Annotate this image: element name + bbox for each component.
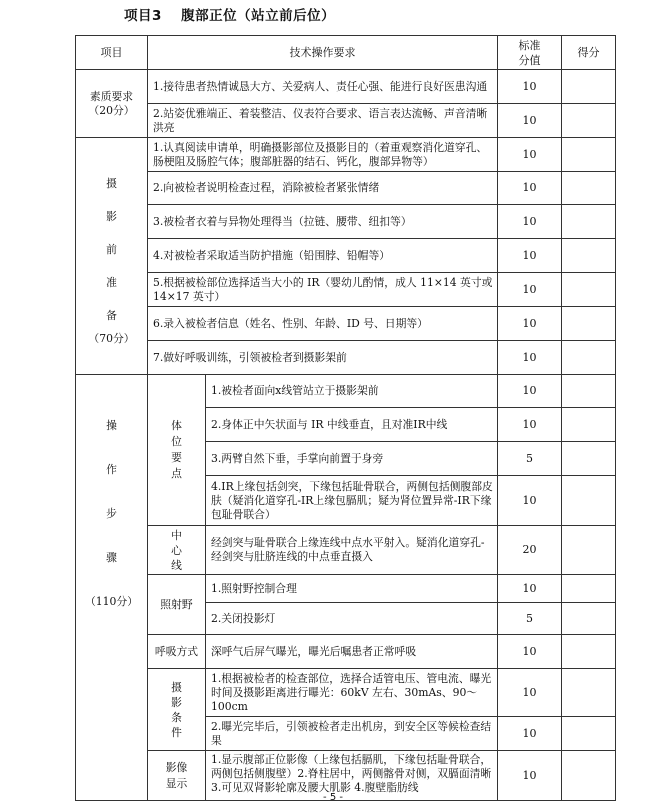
requirement-text: 深呼气后屏气曝光，曝光后嘱患者正常呼吸 bbox=[206, 635, 498, 669]
standard-score: 10 bbox=[498, 751, 562, 801]
table-row bbox=[76, 526, 616, 575]
requirement-text: 2.曝光完毕后，引领被检者走出机房，到安全区等候检查结果 bbox=[206, 717, 498, 751]
obtained-score-cell[interactable] bbox=[562, 375, 616, 408]
standard-score: 10 bbox=[498, 104, 562, 138]
requirement-text: 3.被检者衣着与异物处理得当（拉链、腰带、纽扣等） bbox=[148, 205, 498, 239]
standard-score: 5 bbox=[498, 442, 562, 476]
prep-section-label: 摄 影 前 准 备 （70分） bbox=[76, 138, 148, 375]
requirement-text: 4.对被检者采取适当防护措施（铅围脖、铅帽等） bbox=[148, 239, 498, 273]
table-row bbox=[76, 341, 616, 375]
standard-score: 10 bbox=[498, 239, 562, 273]
standard-score: 20 bbox=[498, 526, 562, 575]
standard-score: 10 bbox=[498, 476, 562, 526]
quality-section-label: 素质要求 （20分） bbox=[76, 70, 148, 138]
obtained-score-cell[interactable] bbox=[562, 341, 616, 375]
table-row bbox=[76, 70, 616, 104]
header-item: 项目 bbox=[76, 36, 148, 70]
obtained-score-cell[interactable] bbox=[562, 635, 616, 669]
requirement-text: 2.关闭投影灯 bbox=[206, 603, 498, 635]
standard-score: 10 bbox=[498, 635, 562, 669]
obtained-score-cell[interactable] bbox=[562, 575, 616, 603]
requirement-text: 4.IR上缘包括剑突，下缘包括耻骨联合，两侧包括侧腹部皮肤（疑消化道穿孔-IR上缘包膈肌；疑为肾位置异常-IR下缘包耻骨联合） bbox=[206, 476, 498, 526]
standard-score: 10 bbox=[498, 375, 562, 408]
standard-score: 5 bbox=[498, 603, 562, 635]
requirement-text: 1.显示腹部正位影像（上缘包括膈肌，下缘包括耻骨联合，两侧包括侧腹壁）2.脊柱居中，两侧髂骨对侧，双膈面清晰 3.可见双肾影轮廓及腰大肌影 4.腹壁脂肪线 bbox=[206, 751, 498, 801]
obtained-score-cell[interactable] bbox=[562, 239, 616, 273]
requirement-text: 1.照射野控制合理 bbox=[206, 575, 498, 603]
table-row bbox=[76, 138, 616, 172]
header-requirements: 技术操作要求 bbox=[148, 36, 498, 70]
requirement-text: 2.向被检者说明检查过程，消除被检者紧张情绪 bbox=[148, 172, 498, 205]
requirement-text: 3.两臂自然下垂，手掌向前置于身旁 bbox=[206, 442, 498, 476]
obtained-score-cell[interactable] bbox=[562, 172, 616, 205]
requirement-text: 2.站姿优雅端正、着装整洁、仪表符合要求、语言表达流畅、声音清晰洪亮 bbox=[148, 104, 498, 138]
requirement-text: 经剑突与耻骨联合上缘连线中点水平射入。疑消化道穿孔-经剑突与肚脐连线的中点垂直摄入 bbox=[206, 526, 498, 575]
table-row bbox=[76, 239, 616, 273]
obtained-score-cell[interactable] bbox=[562, 138, 616, 172]
obtained-score-cell[interactable] bbox=[562, 408, 616, 442]
standard-score: 10 bbox=[498, 205, 562, 239]
header-row bbox=[76, 36, 616, 70]
requirement-text: 5.根据被检部位选择适当大小的 IR（婴幼儿酌情，成人 11×14 英寸或 14×17 英寸） bbox=[148, 273, 498, 307]
image-display-label: 影像 显示 bbox=[148, 751, 206, 801]
requirement-text: 7.做好呼吸训练，引领被检者到摄影架前 bbox=[148, 341, 498, 375]
page-number: - 5 - bbox=[323, 792, 343, 803]
obtained-score-cell[interactable] bbox=[562, 603, 616, 635]
requirement-text: 2.身体正中矢状面与 IR 中线垂直，且对准IR中线 bbox=[206, 408, 498, 442]
exposure-conditions-label: 摄 影 条 件 bbox=[148, 669, 206, 751]
table-row bbox=[76, 172, 616, 205]
table-row bbox=[76, 273, 616, 307]
standard-score: 10 bbox=[498, 138, 562, 172]
table-row bbox=[76, 104, 616, 138]
central-ray-label: 中 心 线 bbox=[148, 526, 206, 575]
position-subsection-label: 体 位 要 点 bbox=[148, 375, 206, 526]
obtained-score-cell[interactable] bbox=[562, 526, 616, 575]
header-obtained-score: 得分 bbox=[562, 36, 616, 70]
obtained-score-cell[interactable] bbox=[562, 273, 616, 307]
table-row bbox=[76, 575, 616, 603]
obtained-score-cell[interactable] bbox=[562, 476, 616, 526]
standard-score: 10 bbox=[498, 341, 562, 375]
obtained-score-cell[interactable] bbox=[562, 104, 616, 138]
standard-score: 10 bbox=[498, 717, 562, 751]
obtained-score-cell[interactable] bbox=[562, 669, 616, 717]
obtained-score-cell[interactable] bbox=[562, 205, 616, 239]
page-title: 项目3 腹部正位（站立前后位） bbox=[124, 8, 336, 24]
requirement-text: 1.接待患者热情诚恳大方、关爱病人、责任心强、能进行良好医患沟通 bbox=[148, 70, 498, 104]
table-row bbox=[76, 375, 616, 408]
obtained-score-cell[interactable] bbox=[562, 70, 616, 104]
standard-score: 10 bbox=[498, 408, 562, 442]
standard-score: 10 bbox=[498, 307, 562, 341]
table-row bbox=[76, 205, 616, 239]
obtained-score-cell[interactable] bbox=[562, 442, 616, 476]
scoring-table bbox=[75, 35, 616, 801]
standard-score: 10 bbox=[498, 669, 562, 717]
obtained-score-cell[interactable] bbox=[562, 717, 616, 751]
requirement-text: 6.录入被检者信息（姓名、性别、年龄、ID 号、日期等） bbox=[148, 307, 498, 341]
requirement-text: 1.根据被检者的检查部位，选择合适管电压、管电流、曝光时间及摄影距离进行曝光：60kV 左右、30mAs、90～100cm bbox=[206, 669, 498, 717]
standard-score: 10 bbox=[498, 70, 562, 104]
table-row bbox=[76, 635, 616, 669]
standard-score: 10 bbox=[498, 273, 562, 307]
standard-score: 10 bbox=[498, 172, 562, 205]
header-standard-score: 标准分值 bbox=[498, 36, 562, 70]
ops-section-label: 操 作 步 骤 （110分） bbox=[76, 375, 148, 801]
standard-score: 10 bbox=[498, 575, 562, 603]
field-subsection-label: 照射野 bbox=[148, 575, 206, 635]
obtained-score-cell[interactable] bbox=[562, 307, 616, 341]
table-row bbox=[76, 669, 616, 717]
breathing-label: 呼吸方式 bbox=[148, 635, 206, 669]
table-row bbox=[76, 307, 616, 341]
requirement-text: 1.被检者面向x线管站立于摄影架前 bbox=[206, 375, 498, 408]
requirement-text: 1.认真阅读申请单，明确摄影部位及摄影目的（着重观察消化道穿孔、肠梗阻及肠腔气体；腹部脏器的结石、钙化，腹部异物等） bbox=[148, 138, 498, 172]
